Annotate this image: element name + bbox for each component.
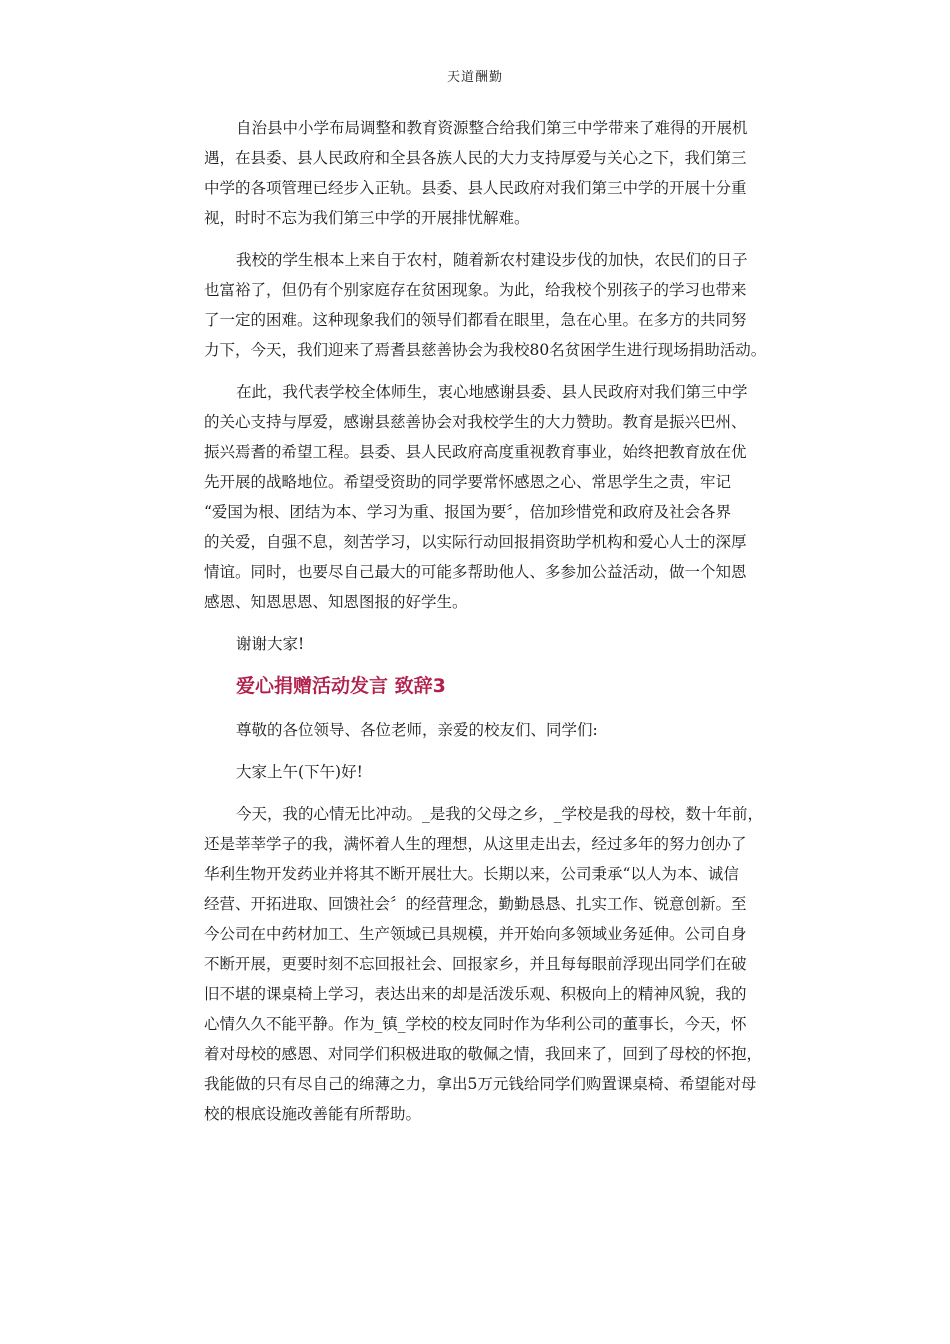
paragraph-line: 的关心支持与厚爱，感谢县慈善协会对我校学生的大力赞助。教育是振兴巴州、 [204,413,747,431]
paragraph-line: 力下，今天，我们迎来了焉耆县慈善协会为我校80名贫困学生进行现场捐助活动。 [204,341,767,359]
paragraph-line: 不断开展，更要时刻不忘回报社会、回报家乡，并且每每眼前浮现出同学们在破 [204,955,747,973]
paragraph [204,757,806,787]
paragraph-line: 了一定的困难。这种现象我们的领导们都看在眼里，急在心里。在多方的共同努 [204,311,747,329]
page-header: 天道酬勤 [446,70,503,85]
speech-section-3 [204,715,806,1129]
paragraph-line: 经营、开拓进取、回馈社会〞的经营理念，勤勤恳恳、扎实工作、锐意创新。至 [204,895,747,913]
paragraph-line: 也富裕了，但仍有个别家庭存在贫困现象。为此，给我校个别孩子的学习也带来 [204,281,747,299]
paragraph-line: 旧不堪的课桌椅上学习，表达出来的却是活泼乐观、积极向上的精神风貌，我的 [204,985,747,1003]
paragraph-line: 先开展的战略地位。希望受资助的同学要常怀感恩之心、常思学生之责，牢记 [204,473,732,491]
paragraph-line: 着对母校的感恩、对同学们积极进取的敬佩之情，我回来了，回到了母校的怀抱， [204,1045,763,1063]
paragraph-line: 今天，我的心情无比冲动。_是我的父母之乡，_学校是我的母校，数十年前， [236,805,764,823]
paragraph-line: 遇，在县委、县人民政府和全县各族人民的大力支持厚爱与关心之下，我们第三 [204,149,747,167]
paragraph-line: 振兴焉耆的希望工程。县委、县人民政府高度重视教育事业，始终把教育放在优 [204,443,747,461]
paragraph-line: 感恩、知恩思恩、知恩图报的好学生。 [204,593,468,611]
paragraph-line: 我能做的只有尽自己的绵薄之力，拿出5万元钱给同学们购置课桌椅、希望能对母 [204,1075,757,1093]
paragraph-line: 校的根底设施改善能有所帮助。 [204,1105,422,1123]
paragraph-line: 今公司在中药材加工、生产领域已具规模，并开始向多领域业务延伸。公司自身 [204,925,747,943]
paragraph-line: 心情久久不能平静。作为_镇_学校的校友同时作为华利公司的董事长，今天，怀 [204,1015,747,1033]
section-heading: 爱心捐赠活动发言 致辞3 [236,675,446,697]
paragraph-line: 大家上午(下午)好! [236,763,363,781]
paragraph-line: 华利生物开发药业并将其不断开展壮大。长期以来，公司秉承“以人为本、诚信 [204,865,739,883]
paragraph [204,799,806,1129]
paragraph-line: “爱国为根、团结为本、学习为重、报国为要〞，倍加珍惜党和政府及社会各界 [204,503,732,521]
paragraph-line: 尊敬的各位领导、各位老师，亲爱的校友们、同学们: [236,721,598,739]
paragraph-line: 视，时时不忘为我们第三中学的开展排忧解难。 [204,209,530,227]
paragraph [204,245,806,365]
paragraph-line: 自治县中小学布局调整和教育资源整合给我们第三中学带来了难得的开展机 [236,119,748,137]
paragraph [204,377,806,617]
paragraph-line: 情谊。同时，也要尽自己最大的可能多帮助他人、多参加公益活动，做一个知恩 [204,563,747,581]
paragraph [204,715,806,745]
paragraph [204,629,806,659]
paragraph-line: 的关爱，自强不息，刻苦学习，以实际行动回报捐资助学机构和爱心人士的深厚 [204,533,747,551]
paragraph-line: 中学的各项管理已经步入正轨。县委、县人民政府对我们第三中学的开展十分重 [204,179,747,197]
paragraph [204,113,806,233]
speech-section-2 [204,113,806,659]
paragraph-line: 我校的学生根本上来自于农村，随着新农村建设步伐的加快，农民们的日子 [236,251,748,269]
paragraph-line: 在此，我代表学校全体师生，衷心地感谢县委、县人民政府对我们第三中学 [236,383,748,401]
document-body [204,113,806,1141]
paragraph-line: 谢谢大家! [236,635,305,653]
paragraph-line: 还是莘莘学子的我，满怀着人生的理想，从这里走出去，经过多年的努力创办了 [204,835,747,853]
